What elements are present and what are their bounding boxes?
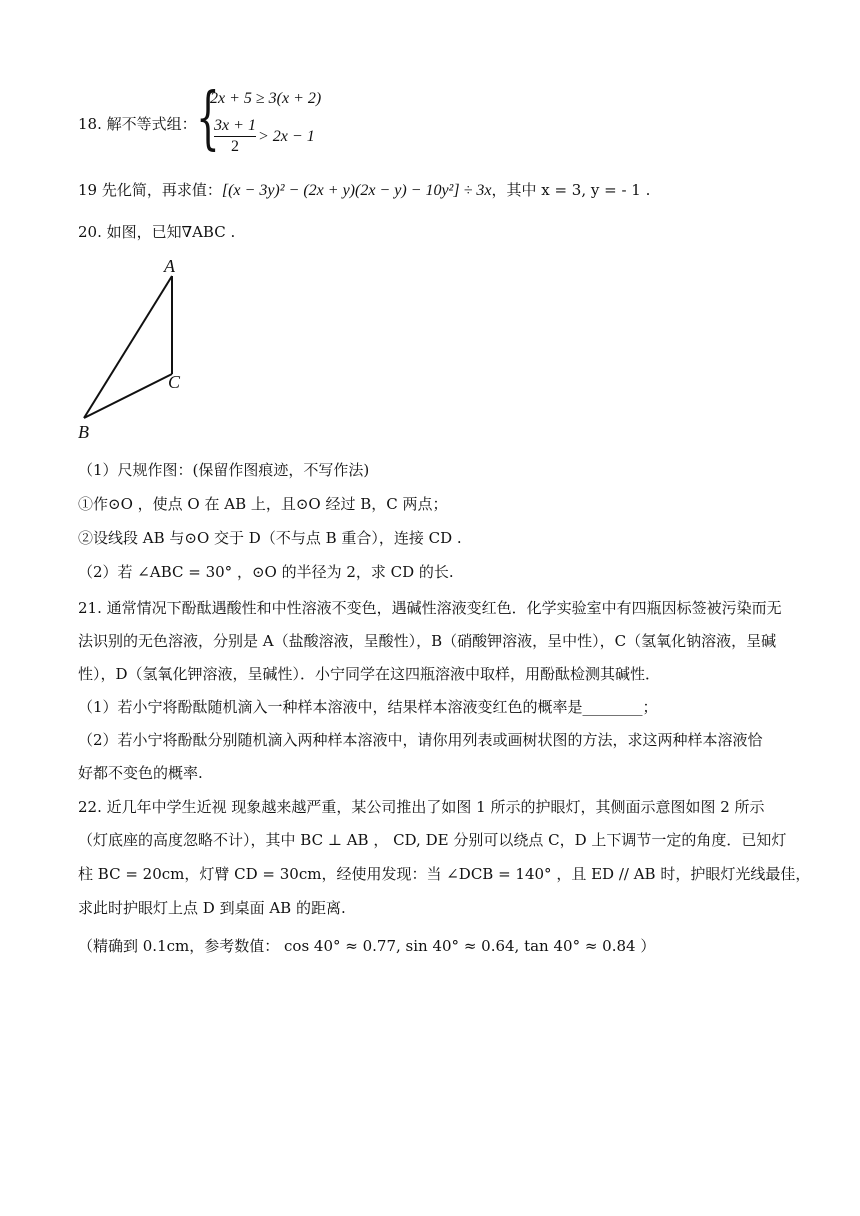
q19-expression: [(x − 3y)² − (2x + y)(2x − y) − 10y²] ÷ 3x	[221, 182, 492, 199]
q19-condition: ，其中 x = 3, y = - 1 .	[491, 181, 651, 199]
q21-line3: 性），D（氢氧化钾溶液，呈碱性）．小宁同学在这四瓶溶液中取样，用酚酞检测其碱性．	[78, 665, 661, 683]
q22-line1: 22. 近几年中学生近视 现象越来越严重，某公司推出了如图 1 所示的护眼灯，其侧面示意图如图 2 所示	[78, 798, 765, 816]
inequality-system	[196, 79, 356, 158]
q21-line2: 法识别的无色溶液，分别是 A（盐酸溶液，呈酸性），B（硝酸钾溶液，呈中性），C（氢氧化钠溶液，呈碱	[78, 632, 777, 650]
fraction-denominator: 2	[231, 138, 239, 155]
vertex-b-label: B	[78, 422, 89, 442]
triangle-abc-figure	[76, 256, 196, 442]
q22-line2: （灯底座的高度忽略不计），其中 BC ⊥ AB ， CD, DE 分别可以绕点 C，D 上下调节一定的角度．已知灯	[78, 831, 787, 849]
q20-part1: （1）尺规作图：(保留作图痕迹，不写作法)	[78, 461, 370, 479]
vertex-c-label: C	[168, 372, 181, 392]
q20-part1b: ②设线段 AB 与⊙O 交于 D（不与点 B 重合），连接 CD .	[78, 529, 462, 547]
q18-label: 18. 解不等式组：	[78, 115, 197, 133]
q22-note: （精确到 0.1cm，参考数值： cos 40° ≈ 0.77, sin 40° ≈ 0.64, tan 40° ≈ 0.84 ）	[78, 937, 656, 955]
q20-part2: （2）若 ∠ABC = 30° ，⊙O 的半径为 2，求 CD 的长.	[78, 563, 454, 581]
q20-intro: 20. 如图，已知∇ABC .	[78, 223, 236, 241]
inequality-2-rest: > 2x − 1	[258, 128, 315, 145]
q21-part1: （1）若小宁将酚酞随机滴入一种样本溶液中，结果样本溶液变红色的概率是________；	[78, 698, 658, 716]
q21-line1: 21. 通常情况下酚酞遇酸性和中性溶液不变色，遇碱性溶液变红色．化学实验室中有四瓶因标签被污染而无	[78, 599, 782, 617]
vertex-a-label: A	[164, 256, 175, 276]
q22-line4: 求此时护眼灯上点 D 到桌面 AB 的距离.	[78, 899, 346, 917]
inequality-1: 2x + 5 ≥ 3(x + 2)	[210, 90, 322, 107]
fraction	[214, 116, 256, 157]
q21-part2: （2）若小宁将酚酞分别随机滴入两种样本溶液中，请你用列表或画树状图的方法，求这两种样本溶液恰	[78, 731, 763, 749]
q19-line	[78, 180, 650, 201]
q20-part1a: ①作⊙O ，使点 O 在 AB 上，且⊙O 经过 B，C 两点；	[78, 495, 448, 513]
q21-part2b: 好都不变色的概率.	[78, 764, 203, 782]
q22-line3: 柱 BC = 20cm，灯臂 CD = 30cm，经使用发现：当 ∠DCB = 140° ，且 ED // AB 时，护眼灯光线最佳，	[78, 865, 811, 883]
q19-label: 19 先化简，再求值：	[78, 181, 222, 199]
fraction-numerator: 3x + 1	[214, 116, 256, 137]
left-brace: {	[196, 79, 220, 158]
